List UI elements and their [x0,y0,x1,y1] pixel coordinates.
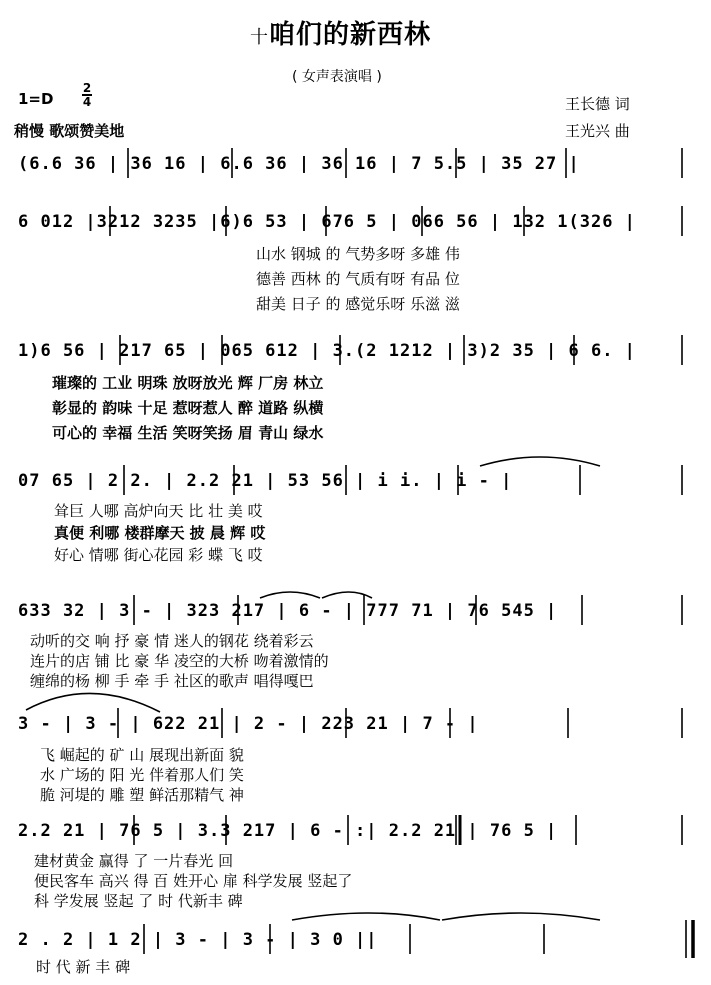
lyric-line: 便民客车 高兴 得 百 姓开心 扉 科学发展 竖起了 [34,872,353,890]
lyric-line: 建材黄金 赢得 了 一片春光 回 [34,852,234,870]
lyric-line: 彰显的 韵味 十足 惹呀惹人 醉 道路 纵横 [52,399,324,417]
lyric-line: 山水 钢城 的 气势多呀 多雄 伟 [256,245,460,263]
tempo-marking: 稍慢 歌颂赞美地 [14,122,125,140]
lyric-line: 真便 利哪 楼群摩天 披 晨 辉 哎 [54,524,266,542]
notation-system-7: 2.2 21 | 76 5 | 3.3 217 | 6 - :| 2.2 21 | 76 5 | [18,821,558,841]
performance-type: ( 女声表演唱 ) [292,69,382,85]
lyricist-credit: 王长德 词 [565,95,630,113]
lyric-line: 时 代 新 丰 碑 [36,958,131,976]
notation-system-2: 6 012 |3212 3235 |6)6 53 | 676 5 | 066 56 | 132 1(326 | [18,212,636,232]
title-mark: 十 [250,27,269,48]
lyric-line: 甜美 日子 的 感觉乐呀 乐滋 滋 [256,295,460,313]
notation-system-3: 1)6 56 | 217 65 | 065 612 | 3.(2 1212 | 3)2 35 | 6 6. | [18,341,636,361]
lyric-line: 璀璨的 工业 明珠 放呀放光 辉 厂房 林立 [52,374,324,392]
lyric-line: 飞 崛起的 矿 山 展现出新面 貌 [40,746,244,764]
lyric-line: 动听的交 响 抒 豪 情 迷人的钢花 绕着彩云 [30,632,314,650]
lyric-line: 缠绵的杨 柳 手 牵 手 社区的歌声 唱得嘎巴 [30,672,314,690]
lyric-line: 耸巨 人哪 高炉向天 比 壮 美 哎 [54,502,263,520]
song-title: 十咱们的新西林 [250,20,432,50]
lyric-line: 连片的店 铺 比 豪 华 凌空的大桥 吻着激情的 [30,652,329,670]
lyric-line: 脆 河堤的 雕 塑 鲜活那精气 神 [40,786,244,804]
notation-system-4: 07 65 | 2 2. | 2.2 21 | 53 56 | i i. | i - | [18,471,513,491]
lyric-line: 好心 情哪 街心花园 彩 蝶 飞 哎 [54,546,263,564]
lyric-line: 水 广场的 阳 光 伴着那人们 笑 [40,766,244,784]
notation-system-6: 3 - | 3 - | 622 21 | 2 - | 223 21 | 7 - | [18,714,479,734]
notation-system-1: (6.6 36 | 36 16 | 6.6 36 | 36 16 | 7 5.5 | 35 27 | [18,154,580,174]
key-signature: 1=D [18,90,54,108]
lyric-line: 可心的 幸福 生活 笑呀笑扬 眉 青山 绿水 [52,424,324,442]
notation-system-5: 633 32 | 3 - | 323 217 | 6 - | 777 71 | 76 545 | [18,601,558,621]
lyric-line: 科 学发展 竖起 了 时 代新丰 碑 [34,892,243,910]
composer-credit: 王光兴 曲 [565,122,630,140]
notation-system-8: 2 . 2 | 1 2 | 3 - | 3 - | 3 0 || [18,930,378,950]
lyric-line: 德善 西林 的 气质有呀 有品 位 [256,270,460,288]
time-signature: 2 4 [82,81,92,109]
